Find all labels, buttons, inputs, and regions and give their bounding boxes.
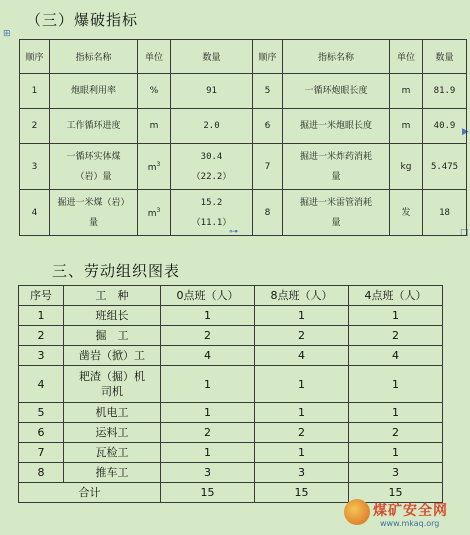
unit-superscript: 3 <box>156 161 161 168</box>
cell-unit: m <box>138 109 171 144</box>
cell-shift-8: 1 <box>255 443 349 463</box>
cell-shift-8: 1 <box>255 403 349 423</box>
table-row <box>19 463 443 483</box>
header-cell: 单位 <box>138 40 171 74</box>
work-type-line: 司机 <box>101 385 123 398</box>
header-cell: 8点班（人） <box>255 286 349 306</box>
cell-total-shift-8: 15 <box>255 483 349 503</box>
cell-indicator-name: 炮眼利用率 <box>50 74 138 109</box>
column-resize-icon[interactable]: ⊶ <box>229 227 238 237</box>
cell-shift-4: 1 <box>349 366 443 403</box>
labor-organization-table <box>18 285 443 503</box>
cell-work-type: 运料工 <box>64 423 161 443</box>
quantity-line: （22.2） <box>191 171 232 182</box>
cell-shift-4: 1 <box>349 443 443 463</box>
cell-quantity: 18 <box>423 190 467 236</box>
name-line: 掘进一米炸药消耗 <box>299 151 372 162</box>
cell-indicator-name <box>50 144 138 190</box>
cell-indicator-name: 工作循环进度 <box>50 109 138 144</box>
cell-unit: m <box>390 109 423 144</box>
quantity-line: 15.2 <box>200 197 223 208</box>
cell-number: 6 <box>19 423 64 443</box>
table-row <box>19 403 443 423</box>
table-row <box>19 443 443 463</box>
quantity-line: 30.4 <box>200 151 223 162</box>
name-line: 量 <box>331 217 341 228</box>
cell-work-type: 机电工 <box>64 403 161 423</box>
cell-quantity: 81.9 <box>423 74 467 109</box>
cell-unit: % <box>138 74 171 109</box>
cell-quantity: 91 <box>171 74 253 109</box>
cell-number: 7 <box>19 443 64 463</box>
cell-shift-8: 1 <box>255 366 349 403</box>
cell-order: 4 <box>20 190 50 236</box>
cell-shift-4: 2 <box>349 423 443 443</box>
cell-indicator-name <box>50 190 138 236</box>
cell-order: 3 <box>20 144 50 190</box>
section-title-blasting: （三）爆破指标 <box>26 11 139 29</box>
cell-order: 6 <box>253 109 283 144</box>
name-line: 一循环实体煤 <box>66 151 121 162</box>
blasting-indicator-table <box>19 39 467 236</box>
header-cell: 单位 <box>390 40 423 74</box>
cell-shift-8: 2 <box>255 326 349 346</box>
name-line: 掘进一米雷管消耗 <box>299 197 372 208</box>
cell-total-shift-4: 15 <box>349 483 443 503</box>
cell-order: 2 <box>20 109 50 144</box>
quantity-line: （11.1） <box>191 217 232 228</box>
cell-number: 8 <box>19 463 64 483</box>
table-row <box>19 346 443 366</box>
header-cell: 4点班（人） <box>349 286 443 306</box>
cell-indicator-name <box>283 190 390 236</box>
cell-unit: m <box>390 74 423 109</box>
cell-order: 8 <box>253 190 283 236</box>
cell-work-type: 瓦检工 <box>64 443 161 463</box>
table-resize-handle-icon[interactable]: □ <box>460 228 469 238</box>
cell-unit: kg <box>390 144 423 190</box>
cell-shift-0: 2 <box>161 326 255 346</box>
header-cell: 指标名称 <box>283 40 390 74</box>
header-cell: 指标名称 <box>50 40 138 74</box>
cell-quantity: 40.9 <box>423 109 467 144</box>
cell-order: 7 <box>253 144 283 190</box>
unit-text: m <box>147 163 157 173</box>
table-row <box>19 306 443 326</box>
cell-total-shift-0: 15 <box>161 483 255 503</box>
cell-indicator-name: 一循环炮眼长度 <box>283 74 390 109</box>
cell-shift-4: 2 <box>349 326 443 346</box>
cell-quantity: 2.0 <box>171 109 253 144</box>
header-cell: 数量 <box>423 40 467 74</box>
cell-shift-8: 4 <box>255 346 349 366</box>
name-line: 掘进一米煤（岩） <box>57 197 130 208</box>
cell-shift-8: 1 <box>255 306 349 326</box>
site-watermark <box>344 497 466 531</box>
watermark-text: 煤矿安全网 <box>373 503 448 519</box>
header-cell: 顺序 <box>253 40 283 74</box>
cell-indicator-name <box>283 144 390 190</box>
cell-quantity <box>171 144 253 190</box>
cell-shift-4: 3 <box>349 463 443 483</box>
table-row <box>20 190 467 236</box>
cell-shift-0: 1 <box>161 306 255 326</box>
table-row <box>19 366 443 403</box>
cell-quantity: 5.475 <box>423 144 467 190</box>
cell-shift-4: 1 <box>349 403 443 423</box>
table-header-row <box>20 40 467 74</box>
cell-unit: 发 <box>390 190 423 236</box>
cell-shift-0: 1 <box>161 443 255 463</box>
cell-shift-4: 4 <box>349 346 443 366</box>
cell-shift-0: 4 <box>161 346 255 366</box>
section-title-labor: 三、劳动组织图表 <box>52 262 181 280</box>
cell-quantity <box>171 190 253 236</box>
table-header-row <box>19 286 443 306</box>
name-line: （岩）量 <box>75 171 112 182</box>
cell-number: 5 <box>19 403 64 423</box>
cell-number: 4 <box>19 366 64 403</box>
cell-work-type <box>64 366 161 403</box>
cell-unit <box>138 144 171 190</box>
table-row <box>19 423 443 443</box>
table-row <box>20 144 467 190</box>
cell-work-type: 推车工 <box>64 463 161 483</box>
table-row <box>19 326 443 346</box>
cell-number: 1 <box>19 306 64 326</box>
cell-shift-8: 3 <box>255 463 349 483</box>
cell-order: 5 <box>253 74 283 109</box>
cell-number: 2 <box>19 326 64 346</box>
cell-shift-0: 1 <box>161 366 255 403</box>
table-row <box>20 74 467 109</box>
cell-shift-0: 1 <box>161 403 255 423</box>
cell-indicator-name: 掘进一米炮眼长度 <box>283 109 390 144</box>
name-line: 量 <box>331 171 341 182</box>
unit-text: m <box>147 209 157 219</box>
cell-work-type: 班组长 <box>64 306 161 326</box>
cell-shift-0: 3 <box>161 463 255 483</box>
watermark-logo-icon <box>344 499 370 525</box>
header-cell: 数量 <box>171 40 253 74</box>
cell-order: 1 <box>20 74 50 109</box>
cell-shift-0: 2 <box>161 423 255 443</box>
watermark-url: www.mkaq.org <box>380 519 440 528</box>
table-row <box>20 109 467 144</box>
cell-unit <box>138 190 171 236</box>
cell-number: 3 <box>19 346 64 366</box>
cell-work-type: 凿岩（掀）工 <box>64 346 161 366</box>
header-cell: 顺序 <box>20 40 50 74</box>
name-line: 量 <box>88 217 98 228</box>
cell-work-type: 掘 工 <box>64 326 161 346</box>
header-cell: 工 种 <box>64 286 161 306</box>
header-cell: 序号 <box>19 286 64 306</box>
header-cell: 0点班（人） <box>161 286 255 306</box>
table-anchor-icon[interactable]: ⊞ <box>3 29 11 39</box>
row-resize-icon[interactable]: ▶ <box>462 127 469 137</box>
cell-shift-4: 1 <box>349 306 443 326</box>
cell-shift-8: 2 <box>255 423 349 443</box>
cell-total-label: 合计 <box>19 483 161 503</box>
unit-superscript: 3 <box>156 207 161 214</box>
work-type-line: 耙渣（掘）机 <box>79 370 145 383</box>
